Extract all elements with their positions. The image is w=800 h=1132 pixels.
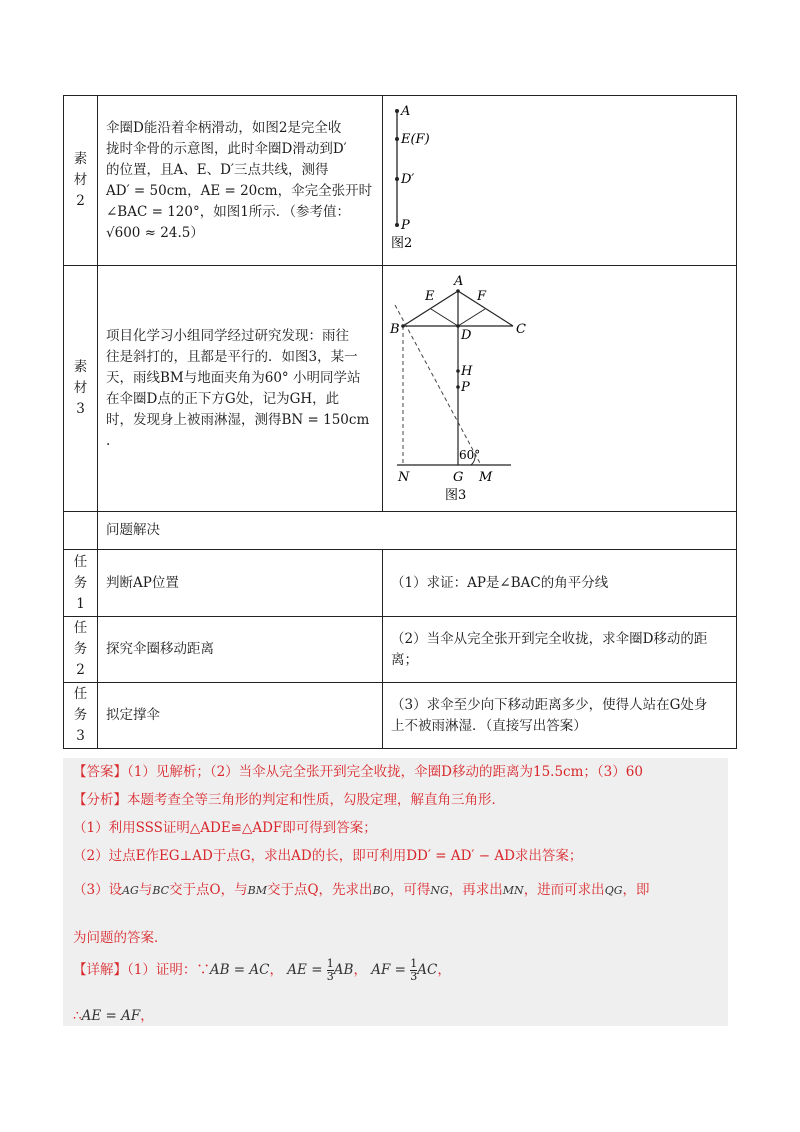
material-2-row (64, 96, 737, 266)
label-p: P (461, 379, 470, 395)
label-f: F (477, 288, 487, 304)
point-p (456, 385, 460, 389)
task-2-name: 探究伞圈移动距离 (98, 617, 383, 683)
figure-3-cell (383, 266, 737, 512)
label-h: H (461, 363, 473, 379)
task-3-row (64, 683, 737, 749)
detail-line-2: ∴AE = AF， (73, 1008, 154, 1024)
point-b (401, 324, 405, 328)
task-2-row (64, 617, 737, 683)
point-d (456, 324, 460, 328)
task-2-label: 任 务 2 (64, 617, 98, 683)
analysis-step-1: （1）利用SSS证明△ADE≌△ADF即可得到答案； (73, 820, 377, 836)
label-g: G (453, 469, 464, 485)
label-a: A (454, 273, 464, 289)
answer-line: 【答案】（1）见解析；（2）当伞从完全张开到完全收拢，伞圈D移动的距离为15.5cm；（3）60 (73, 764, 643, 780)
point-d-prime (395, 177, 399, 181)
figure-3 (383, 267, 737, 511)
label-m: M (479, 469, 493, 485)
material-table (63, 95, 737, 749)
material-2-label: 素 材 2 (64, 96, 98, 266)
task-2-desc: （2）当伞从完全张开到完全收拢，求伞圈D移动的距 离； (383, 617, 737, 683)
analysis-line: 【分析】本题考查全等三角形的判定和性质，勾股定理，解直角三角形． (73, 792, 505, 808)
task-1-label: 任 务 1 (64, 550, 98, 617)
label-e: E (425, 288, 435, 304)
task-1-desc: （1）求证：AP是∠BAC的角平分线 (383, 550, 737, 617)
label-a: A (401, 103, 411, 119)
figure-2-cell (383, 96, 737, 266)
stretcher-fd (458, 309, 485, 326)
stretcher-ed (431, 309, 458, 326)
label-d: D (461, 327, 472, 343)
detail-line-1: 【详解】（1）证明：∵AB = AC， AE = $\frac{1}{3}$ AB， AF = $\frac{1}{3}$ AC， (73, 957, 451, 983)
problem-solving-title: 问题解决 (98, 512, 737, 550)
task-3-name: 拟定撑伞 (98, 683, 383, 749)
angle-label: 60° (459, 447, 481, 462)
label-p: P (401, 217, 410, 233)
task-1-name: 判断AP位置 (98, 550, 383, 617)
label-c: C (516, 321, 526, 337)
analysis-step-2: （2）过点E作EG⊥AD于点G，求出AD的长，即可利用DD′ = AD′ − AD求出答案； (73, 848, 583, 864)
point-a (456, 289, 460, 293)
material-2-text: 伞圈D能沿着伞柄滑动，如图2是完全收 拢时伞骨的示意图，此时伞圈D滑动到D′ 的位置，且A、E、D′三点共线，测得 AD′ = 50cm，AE = 20cm，伞完全张开时 ∠BAC = 120°，如图1所示．（参考值： √600 ≈ 24.5） (98, 96, 383, 266)
point-h (456, 369, 460, 373)
analysis-step-3-cont: 为问题的答案． (73, 930, 168, 946)
point-p (395, 223, 399, 227)
label-ef: E(F) (401, 131, 430, 147)
label-d-prime: D′ (401, 171, 415, 187)
analysis-step-3: （3）设AG与BC交于点O，与BM交于点Q，先求出BO，可得NG，再求出MN，进而可求出QG，即 (73, 882, 650, 898)
point-e (395, 137, 399, 141)
answer-section (63, 758, 728, 1026)
label-n: N (398, 469, 410, 485)
label-b: B (390, 321, 400, 337)
figure-2 (383, 97, 737, 265)
material-3-text: 项目化学习小组同学经过研究发现：雨往 往是斜打的，且都是平行的．如图3，某一 天，雨线BM与地面夹角为60° 小明同学站 在伞圈D点的正下方G处，记为GH，此 时，发现身上被雨淋湿，测得BN = 150cm . (98, 266, 383, 512)
task-3-desc: （3）求伞至少向下移动距离多少，使得人站在G处身 上不被雨淋湿．（直接写出答案） (383, 683, 737, 749)
task-3-label: 任 务 3 (64, 683, 98, 749)
point-a (395, 109, 399, 113)
material-3-row (64, 266, 737, 512)
problem-solving-label-empty (64, 512, 98, 550)
figure-2-caption: 图2 (391, 235, 413, 251)
problem-solving-row (64, 512, 737, 550)
figure-3-caption: 图3 (445, 487, 467, 503)
material-3-label: 素 材 3 (64, 266, 98, 512)
task-1-row (64, 550, 737, 617)
